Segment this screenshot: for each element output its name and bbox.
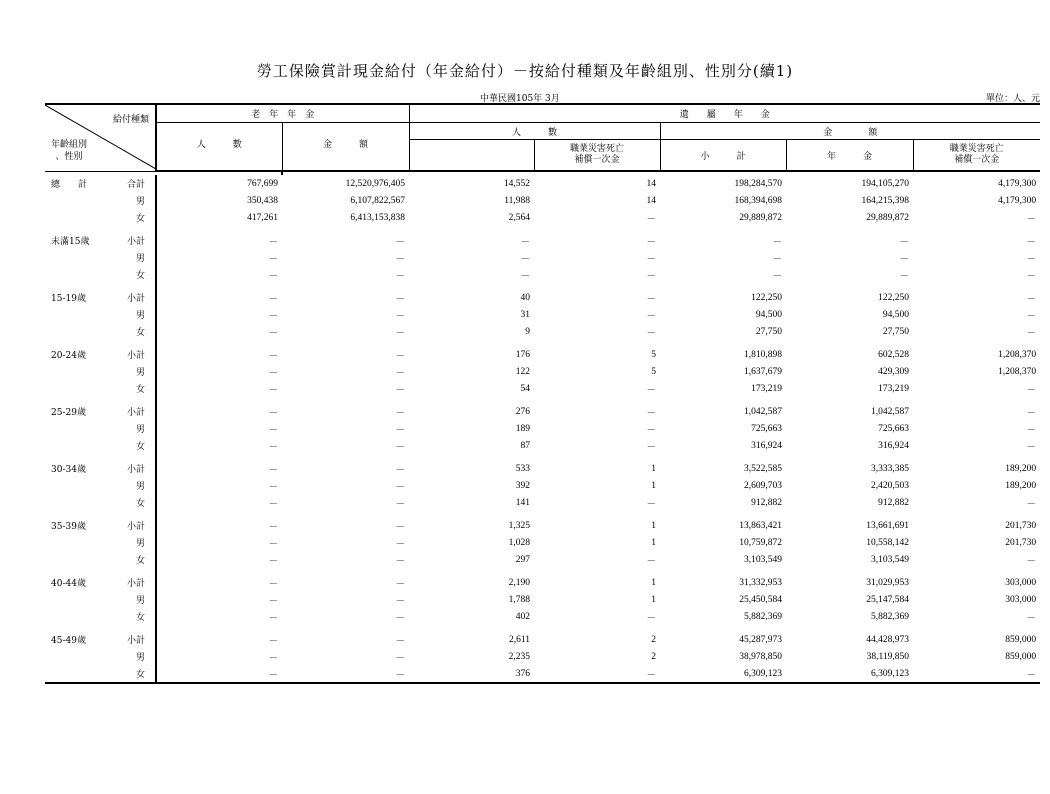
cell-c1: － [156,306,282,323]
cell-c4: － [534,665,660,683]
cell-c7: － [1026,408,1037,419]
age-group: 未滿15歲 [51,237,90,247]
row-label [45,306,156,323]
row-label [45,665,156,683]
cell-c1: － [156,289,282,306]
cell-c7: 4,179,300 [998,195,1037,206]
cell-c6: 173,219 [878,383,910,394]
cell-c1: － [156,494,282,511]
cell-c3: 402 [515,611,531,622]
statistics-table [45,103,1040,684]
cell-c6: 1,042,587 [871,406,910,417]
cell-c2: － [395,465,406,476]
cell-c6: 38,119,850 [866,651,910,662]
cell-c6: 44,428,973 [866,634,910,645]
cell-c4: 2 [651,651,657,662]
table-row [45,323,1040,340]
cell-c5: 198,284,570 [734,178,783,189]
header-old-age-annuity: 老 年 年 金 [156,104,409,123]
gender: 小計 [126,579,145,589]
cell-c1: － [156,437,282,454]
cell-c4: － [646,425,657,436]
cell-c4: 1 [651,577,657,588]
cell-c1: － [156,574,282,591]
cell-c1: 350,438 [156,192,282,209]
cell-c3: 14,552 [503,178,531,189]
cell-c7: － [1026,499,1037,510]
cell-c2: － [395,311,406,322]
cell-c5: 912,882 [751,497,783,508]
cell-c2: － [395,482,406,493]
row-label [45,266,156,283]
cell-c4: 14 [646,178,657,189]
table-row [45,494,1040,511]
cell-c6: 602,528 [878,349,910,360]
cell-c2: － [395,522,406,533]
row-label [45,380,156,397]
row-label [45,232,156,249]
cell-c2: － [395,254,406,265]
cell-c4: － [646,328,657,339]
row-label [45,460,156,477]
gender: 女 [135,328,145,338]
gender: 女 [135,613,145,623]
cell-c3: 87 [520,440,531,451]
cell-c4: － [646,408,657,419]
cell-c5: 168,394,698 [734,195,783,206]
cell-c2: 6,107,822,567 [350,195,406,206]
age-group: 45-49歲 [51,636,86,646]
header-old-age-amount: 金 額 [282,123,409,172]
table-row [45,608,1040,625]
cell-c5: 38,978,850 [739,651,783,662]
cell-c3: 31 [520,309,531,320]
cell-c2: － [395,613,406,624]
cell-c4: － [646,499,657,510]
age-group: 25-29歲 [51,408,86,418]
cell-c7: － [1026,254,1037,265]
table-row [45,192,1040,209]
gender: 女 [135,499,145,509]
cell-c3: 122 [515,366,531,377]
cell-c6: 725,663 [878,423,910,434]
cell-c7: － [1026,328,1037,339]
cell-c2: － [395,425,406,436]
table-body [45,171,1040,683]
cell-c5: 3,522,585 [744,463,783,474]
cell-c1: － [156,608,282,625]
cell-c2: － [395,328,406,339]
header-subtotal: 小 計 [660,140,786,172]
cell-c7: 189,200 [1005,463,1037,474]
row-label [45,551,156,568]
cell-c5: 2,609,703 [744,480,783,491]
row-label [45,323,156,340]
row-label [45,346,156,363]
gender: 男 [135,254,145,264]
row-label [45,534,156,551]
cell-c1: － [156,323,282,340]
page-title: 勞工保險賞計現金給付（年金給付）－按給付種類及年齡組別、性別分(續1) [256,62,794,80]
cell-c6: 94,500 [882,309,910,320]
cell-c7: 859,000 [1005,651,1037,662]
table-row [45,631,1040,648]
cell-c4: 1 [651,463,657,474]
header-occ-lump-amount: 職業災害死亡 補償一次金 [913,140,1040,172]
table-row [45,591,1040,608]
table-row [45,517,1040,534]
cell-c4: － [646,442,657,453]
cell-c1: － [156,460,282,477]
cell-c5: 94,500 [755,309,783,320]
table-row [45,249,1040,266]
age-group: 35-39歲 [51,522,86,532]
cell-c1: － [156,665,282,683]
cell-c4: － [646,271,657,282]
cell-c3: 1,325 [508,520,531,531]
table-row [45,403,1040,420]
cell-c7: － [1026,311,1037,322]
cell-c6: 6,309,123 [786,665,913,683]
gender: 小計 [126,351,145,361]
cell-c1: － [156,551,282,568]
cell-c2: － [282,665,409,683]
cell-c1: － [156,591,282,608]
cell-c5: 725,663 [751,423,783,434]
cell-c7: 4,179,300 [998,178,1037,189]
cell-c3: 141 [515,497,531,508]
cell-c1: － [156,534,282,551]
cell-c1: － [156,380,282,397]
row-label [45,437,156,454]
cell-c2: － [395,499,406,510]
cell-c2: － [395,368,406,379]
cell-c7: 201,730 [1005,537,1037,548]
cell-c3: 9 [525,326,531,337]
cell-c7: － [1026,294,1037,305]
cell-c5: 5,882,369 [744,611,783,622]
cell-c5: 45,287,973 [739,634,783,645]
header-survivor-persons-total [409,140,534,172]
cell-c3: 2,564 [508,212,531,223]
cell-c1: － [156,363,282,380]
age-group: 30-34歲 [51,465,86,475]
cell-c5: 3,103,549 [744,554,783,565]
cell-c6: 2,420,503 [871,480,910,491]
cell-c3: 189 [515,423,531,434]
cell-c2: － [395,294,406,305]
cell-c7: 859,000 [1005,634,1037,645]
table-row [45,574,1040,591]
gender: 小計 [126,237,145,247]
cell-c5: － [772,271,783,282]
cell-c4: － [646,311,657,322]
gender: 男 [135,368,145,378]
cell-c5: 29,889,872 [739,212,783,223]
cell-c2: － [395,539,406,550]
gender: 小計 [126,465,145,475]
row-label [45,517,156,534]
cell-c3: 533 [515,463,531,474]
gender: 男 [135,311,145,321]
cell-c2: － [395,271,406,282]
cell-c5: 316,924 [751,440,783,451]
table-row [45,665,1040,683]
cell-c7: － [913,665,1040,683]
cell-c3: － [520,237,531,248]
header-annuity: 年 金 [786,140,913,172]
cell-c7: － [1026,425,1037,436]
cell-c4: 1 [651,594,657,605]
cell-c6: 912,882 [878,497,910,508]
gender: 小計 [126,294,145,304]
header-corner [45,104,156,171]
cell-c4: － [646,613,657,624]
cell-c4: 1 [651,480,657,491]
cell-c2: － [395,442,406,453]
cell-c6: 194,105,270 [861,178,910,189]
cell-c6: 27,750 [882,326,910,337]
row-label [45,175,156,192]
cell-c7: 303,000 [1005,594,1037,605]
row-label [45,591,156,608]
cell-c7: 189,200 [1005,480,1037,491]
table-row [45,420,1040,437]
cell-c2: － [395,408,406,419]
cell-c6: 3,333,385 [871,463,910,474]
cell-c2: 6,413,153,838 [350,212,406,223]
table-row [45,437,1040,454]
cell-c7: 1,208,370 [998,366,1037,377]
cell-c7: － [1026,271,1037,282]
row-label [45,648,156,665]
header-survivor-amount: 金 額 [660,123,1040,140]
cell-c3: 392 [515,480,531,491]
age-group: 15-19歲 [51,294,86,304]
cell-c3: 1,028 [508,537,531,548]
cell-c5: 1,810,898 [744,349,783,360]
cell-c7: 1,208,370 [998,349,1037,360]
cell-c6: 122,250 [878,292,910,303]
gender: 合計 [126,180,145,190]
row-label [45,494,156,511]
cell-c5: 173,219 [751,383,783,394]
cell-c5: － [772,254,783,265]
gender: 女 [135,556,145,566]
table-row [45,266,1040,283]
gender: 女 [135,670,145,680]
cell-c6: － [899,254,910,265]
cell-c3: 1,788 [508,594,531,605]
cell-c5: 31,332,953 [739,577,783,588]
gender: 女 [135,385,145,395]
gender: 小計 [126,522,145,532]
cell-c6: 5,882,369 [871,611,910,622]
row-label [45,289,156,306]
gender: 女 [135,214,145,224]
cell-c6: 31,029,953 [866,577,910,588]
cell-c1: － [156,232,282,249]
cell-c2: － [395,351,406,362]
cell-c1: 767,699 [156,175,282,192]
header-old-age-persons: 人 數 [156,123,282,172]
row-label [45,249,156,266]
cell-c3: 40 [520,292,531,303]
cell-c4: 1 [651,537,657,548]
cell-c4: 5 [651,349,657,360]
cell-c1: － [156,517,282,534]
cell-c3: 297 [515,554,531,565]
row-label [45,608,156,625]
cell-c7: － [1026,556,1037,567]
cell-c3: － [520,254,531,265]
cell-c2: － [395,579,406,590]
gender: 女 [135,442,145,452]
cell-c7: 303,000 [1005,577,1037,588]
cell-c4: 5 [651,366,657,377]
table-row [45,289,1040,306]
age-group: 20-24歲 [51,351,86,361]
cell-c4: 14 [646,195,657,206]
table-row [45,175,1040,192]
table-row [45,534,1040,551]
cell-c7: － [1026,237,1037,248]
header-occ-lump-persons: 職業災害死亡 補償一次金 [534,140,660,172]
cell-c7: － [1026,214,1037,225]
cell-c1: － [156,477,282,494]
table-row [45,209,1040,226]
cell-c3: 11,988 [504,195,531,206]
cell-c5: 6,309,123 [660,665,786,683]
cell-c6: 3,103,549 [871,554,910,565]
unit-label: 單位：人、元 [985,94,1040,104]
cell-c4: 2 [651,634,657,645]
cell-c3: 176 [515,349,531,360]
row-label [45,420,156,437]
cell-c3: 2,190 [508,577,531,588]
row-label [45,574,156,591]
row-label [45,403,156,420]
cell-c2: － [395,636,406,647]
header-survivor-annuity: 遺 屬 年 金 [409,104,1040,123]
cell-c2: － [395,596,406,607]
gender: 女 [135,271,145,281]
cell-c6: 429,309 [878,366,910,377]
cell-c2: － [395,653,406,664]
cell-c7: － [1026,385,1037,396]
cell-c5: 25,450,584 [739,594,783,605]
table-row [45,460,1040,477]
cell-c3: 2,611 [508,634,531,645]
row-label [45,631,156,648]
cell-c5: 1,042,587 [744,406,783,417]
cell-c3: 376 [409,665,534,683]
cell-c1: － [156,249,282,266]
cell-c6: 29,889,872 [866,212,910,223]
cell-c4: － [646,294,657,305]
cell-c1: － [156,346,282,363]
cell-c3: － [520,271,531,282]
cell-c5: 1,637,679 [744,366,783,377]
cell-c4: － [646,237,657,248]
cell-c7: － [1026,613,1037,624]
table-row [45,232,1040,249]
table-row [45,380,1040,397]
header-survivor-persons: 人 數 [409,123,660,140]
cell-c6: 164,215,398 [861,195,910,206]
cell-c4: － [646,385,657,396]
cell-c1: 417,261 [156,209,282,226]
cell-c4: － [646,556,657,567]
table-row [45,477,1040,494]
age-group: 總 計 [51,180,88,190]
cell-c5: 13,863,421 [739,520,783,531]
gender: 小計 [126,636,145,646]
table-row [45,551,1040,568]
gender: 男 [135,596,145,606]
cell-c5: 27,750 [755,326,783,337]
cell-c2: － [395,556,406,567]
cell-c7: － [1026,442,1037,453]
cell-c3: 2,235 [508,651,531,662]
table-row [45,306,1040,323]
cell-c4: 1 [651,520,657,531]
cell-c1: － [156,631,282,648]
row-label [45,192,156,209]
report-period: 中華民國105年 3月 [480,94,560,104]
cell-c2: 12,520,976,405 [345,178,406,189]
table-row [45,346,1040,363]
cell-c4: － [646,214,657,225]
cell-c6: 10,558,142 [866,537,910,548]
cell-c4: － [646,254,657,265]
row-label [45,363,156,380]
cell-c1: － [156,403,282,420]
cell-c6: 316,924 [878,440,910,451]
cell-c1: － [156,420,282,437]
table-row [45,648,1040,665]
cell-c1: － [156,648,282,665]
row-label [45,209,156,226]
row-label [45,477,156,494]
gender: 男 [135,197,145,207]
corner-age-gender: 年齡組別 、性別 [51,140,88,162]
cell-c6: 13,661,691 [866,520,910,531]
cell-c5: 122,250 [751,292,783,303]
cell-c3: 276 [515,406,531,417]
cell-c5: 10,759,872 [739,537,783,548]
cell-c6: － [899,271,910,282]
cell-c7: 201,730 [1005,520,1037,531]
cell-c1: － [156,266,282,283]
cell-c6: － [899,237,910,248]
cell-c2: － [395,385,406,396]
gender: 男 [135,539,145,549]
cell-c2: － [395,237,406,248]
cell-c5: － [772,237,783,248]
gender: 男 [135,425,145,435]
age-group: 40-44歲 [51,579,86,589]
gender: 男 [135,653,145,663]
cell-c3: 54 [520,383,531,394]
cell-c6: 25,147,584 [866,594,910,605]
gender: 男 [135,482,145,492]
corner-payment-type: 給付種類 [112,115,149,125]
table-row [45,363,1040,380]
gender: 小計 [126,408,145,418]
